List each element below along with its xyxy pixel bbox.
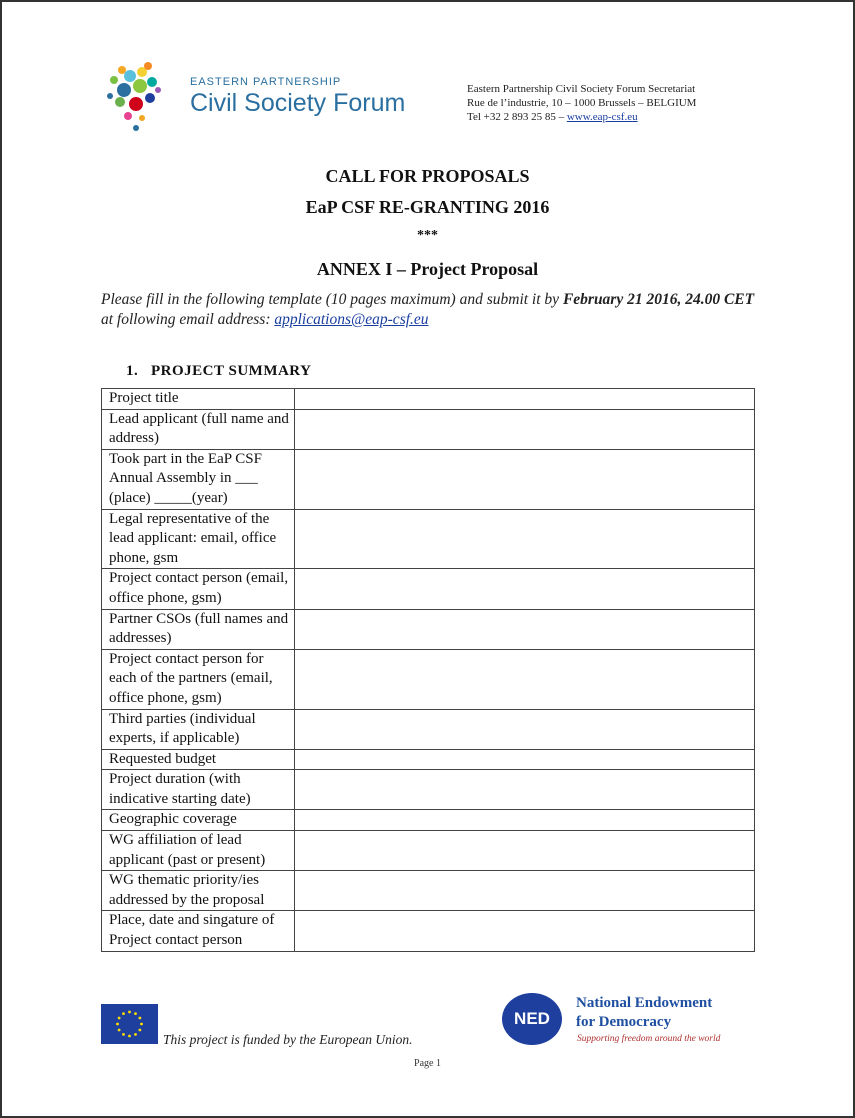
secretariat-line-2: Rue de l’industrie, 10 – 1000 Brussels – BELGIUM [467, 97, 697, 109]
row-value-field[interactable] [295, 871, 755, 911]
row-value-field[interactable] [295, 389, 755, 410]
title-annex: ANNEX I – Project Proposal [316, 259, 539, 279]
table-row [102, 649, 755, 709]
eu-star-icon [134, 1012, 137, 1015]
section-heading [126, 363, 311, 380]
secretariat-line-1: Eastern Partnership Civil Society Forum Secretariat [467, 83, 696, 95]
row-value-field[interactable] [295, 609, 755, 649]
row-label: Project contact person for each of the partners (email, office phone, gsm) [102, 649, 295, 709]
eu-star-icon [140, 1023, 143, 1026]
row-value-field[interactable] [295, 449, 755, 509]
row-value-field[interactable] [295, 810, 755, 831]
logo-small-text: EASTERN PARTNERSHIP [190, 76, 342, 88]
ned-tagline: Supporting freedom around the world [577, 1034, 721, 1044]
ned-name [576, 994, 712, 1032]
table-row [102, 409, 755, 449]
table-row [102, 569, 755, 609]
row-value-field[interactable] [295, 409, 755, 449]
logo-big-text: Civil Society Forum [190, 89, 406, 117]
row-label: WG affiliation of lead applicant (past or present) [102, 831, 295, 871]
row-label: Project duration (with indicative starting date) [102, 770, 295, 810]
row-label: Project contact person (email, office phone, gsm) [102, 569, 295, 609]
row-value-field[interactable] [295, 569, 755, 609]
csf-logo-text [190, 76, 405, 118]
row-value-field[interactable] [295, 709, 755, 749]
row-label: Legal representative of the lead applicant: email, office phone, gsm [102, 509, 295, 569]
secretariat-address [467, 82, 696, 124]
instructions-text-2: at following email address: [101, 311, 271, 328]
ned-name-line-2: for Democracy [576, 1014, 672, 1030]
table-row [102, 449, 755, 509]
secretariat-line-3 [467, 110, 696, 124]
ned-name-line-1: National Endowment [576, 995, 713, 1011]
eu-star-icon [138, 1017, 141, 1020]
row-label: Lead applicant (full name and address) [102, 409, 295, 449]
title-separator: *** [417, 228, 438, 243]
eu-star-icon [116, 1023, 119, 1026]
section-title: PROJECT SUMMARY [151, 363, 312, 379]
csf-logo-icon [100, 60, 190, 140]
row-value-field[interactable] [295, 770, 755, 810]
table-row [102, 871, 755, 911]
table-row [102, 911, 755, 951]
table-row [102, 509, 755, 569]
table-row [102, 770, 755, 810]
table-row [102, 389, 755, 410]
table-row [102, 831, 755, 871]
secretariat-website-link[interactable]: www.eap-csf.eu [566, 111, 638, 123]
eu-funding-note: This project is funded by the European Union. [163, 1032, 413, 1047]
eu-star-icon [138, 1029, 141, 1032]
eu-flag-icon [101, 1004, 158, 1044]
instructions-deadline: February 21 2016, 24.00 CET [562, 291, 755, 308]
page-number: Page 1 [414, 1058, 441, 1069]
row-label: Place, date and singature of Project contact person [102, 911, 295, 951]
ned-logo-icon: NED [502, 993, 562, 1045]
row-label: Project title [102, 389, 295, 410]
secretariat-tel: Tel +32 2 893 25 85 – [467, 111, 565, 123]
table-row [102, 709, 755, 749]
row-value-field[interactable] [295, 509, 755, 569]
row-label: Requested budget [102, 749, 295, 770]
row-value-field[interactable] [295, 831, 755, 871]
row-label: Geographic coverage [102, 810, 295, 831]
instructions-text-1: Please fill in the following template (10 pages maximum) and submit it by [101, 291, 560, 308]
title-regranting: EaP CSF RE-GRANTING 2016 [305, 197, 550, 217]
eu-star-icon [128, 1011, 131, 1014]
row-value-field[interactable] [295, 649, 755, 709]
row-label: Partner CSOs (full names and addresses) [102, 609, 295, 649]
table-row [102, 609, 755, 649]
project-summary-table [101, 388, 755, 952]
instructions-paragraph [101, 290, 757, 330]
table-row [102, 810, 755, 831]
section-number: 1. [126, 363, 139, 379]
eu-star-icon [128, 1035, 131, 1038]
row-label: Took part in the EaP CSF Annual Assembly in ___ (place) _____(year) [102, 449, 295, 509]
eu-star-icon [122, 1033, 125, 1036]
row-label: WG thematic priority/ies addressed by the proposal [102, 871, 295, 911]
eu-star-icon [118, 1017, 121, 1020]
row-label: Third parties (individual experts, if applicable) [102, 709, 295, 749]
row-value-field[interactable] [295, 749, 755, 770]
eu-star-icon [134, 1033, 137, 1036]
table-row [102, 749, 755, 770]
eu-star-icon [118, 1029, 121, 1032]
eu-star-icon [122, 1012, 125, 1015]
title-call-for-proposals: CALL FOR PROPOSALS [325, 166, 530, 186]
row-value-field[interactable] [295, 911, 755, 951]
applications-email-link[interactable]: applications@eap-csf.eu [274, 311, 429, 328]
